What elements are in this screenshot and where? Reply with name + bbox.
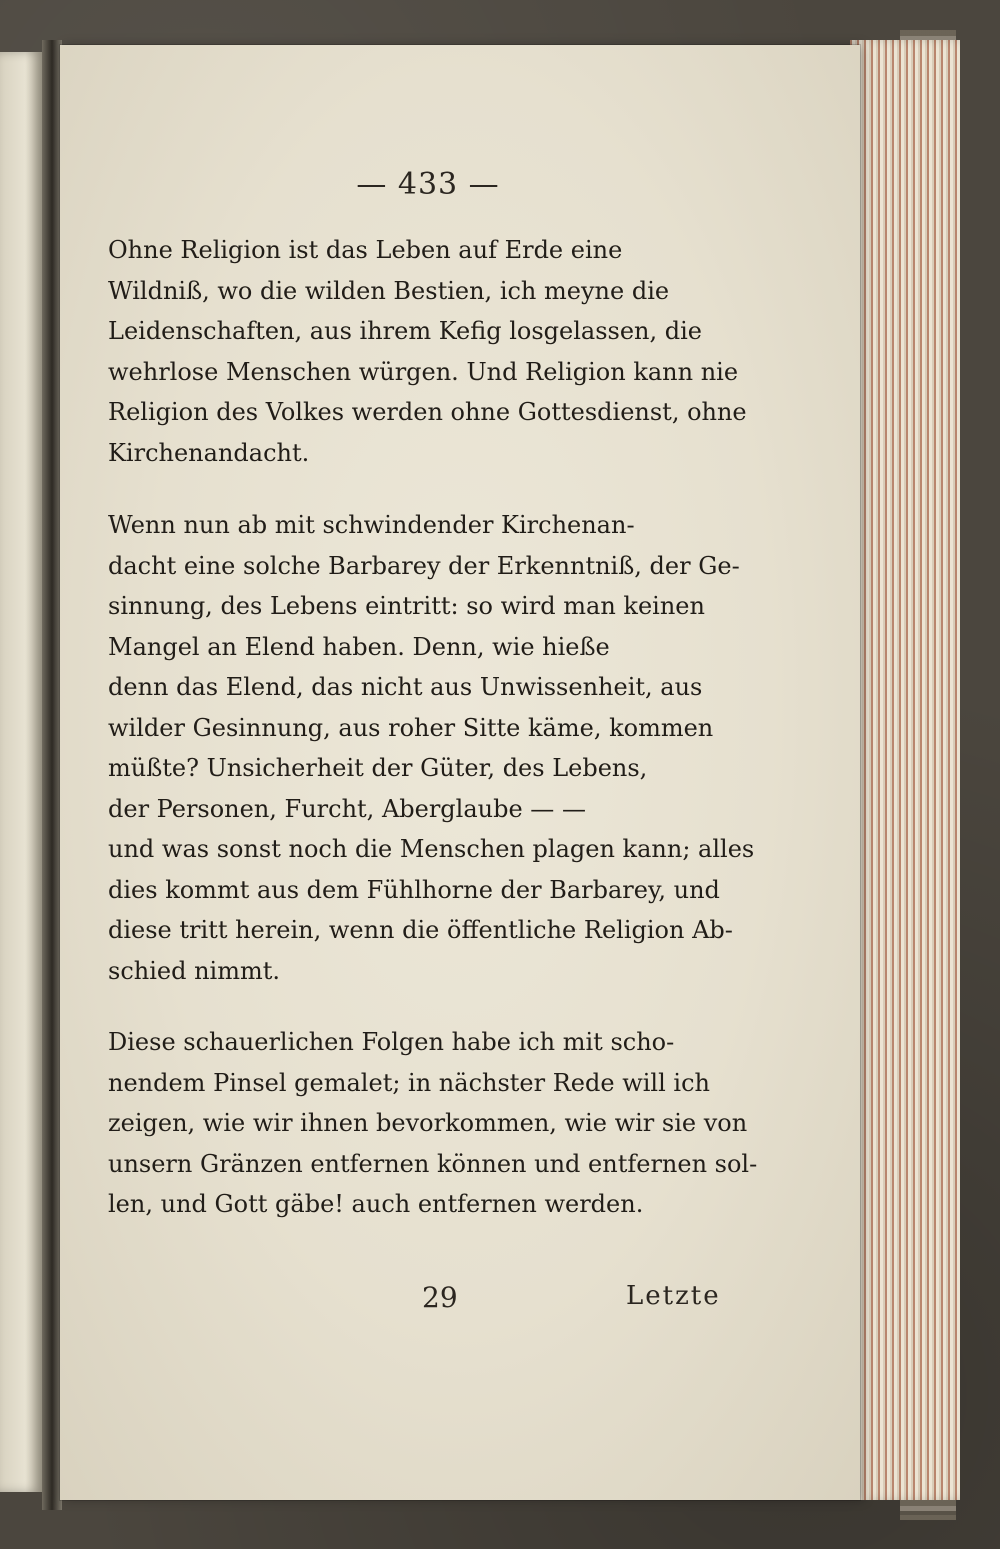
text-line: zeigen, wie wir ihnen bevorkommen, wie wir sie von — [108, 1109, 748, 1137]
text-line: dacht eine solche Barbarey der Erkenntniß, der Ge- — [108, 551, 740, 580]
text-line: Wenn nun ab mit schwindender Kirchenan- — [108, 511, 635, 539]
facing-page-edge — [0, 52, 42, 1492]
text-line: len, und Gott gäbe! auch entfernen werden. — [108, 1190, 644, 1218]
text-line: wilder Gesinnung, aus roher Sitte käme, kommen — [108, 713, 714, 742]
text-line: dies kommt aus dem Fühlhorne der Barbarey, und — [108, 875, 720, 904]
signature-mark: 29 — [422, 1281, 458, 1314]
book-page — [60, 45, 860, 1500]
text-line: Mangel an Elend haben. Denn, wie hieße — [108, 632, 610, 661]
text-line: Wildniß, wo die wilden Bestien, ich meyne die — [108, 276, 670, 305]
text-line: sinnung, des Lebens eintritt: so wird man keinen — [108, 592, 705, 620]
page-number: — 433 — — [356, 167, 500, 202]
paragraph-1 — [108, 230, 798, 473]
text-line: und was sonst noch die Menschen plagen kann; alles — [108, 835, 755, 863]
book-gutter — [42, 40, 62, 1510]
catchword: Letzte — [626, 1281, 721, 1311]
text-line: der Personen, Furcht, Aberglaube — — — [108, 794, 586, 823]
text-line: nendem Pinsel gemalet; in nächster Rede will ich — [108, 1068, 710, 1097]
page-stack-edge — [850, 40, 960, 1500]
text-line: Religion des Volkes werden ohne Gottesdienst, ohne — [108, 398, 747, 426]
text-line: denn das Elend, das nicht aus Unwissenheit, aus — [108, 673, 703, 701]
paragraph-2 — [108, 505, 798, 991]
text-line: schied nimmt. — [108, 956, 281, 985]
text-line: wehrlose Menschen würgen. Und Religion kann nie — [108, 357, 739, 386]
text-line: unsern Gränzen entfernen können und entfernen sol- — [108, 1149, 758, 1178]
text-line: Ohne Religion ist das Leben auf Erde eine — [108, 236, 623, 264]
paragraph-3 — [108, 1022, 798, 1225]
text-line: Diese schauerlichen Folgen habe ich mit scho- — [108, 1028, 675, 1056]
text-line: Leidenschaften, aus ihrem Kefig losgelassen, die — [108, 317, 702, 345]
text-line: müßte? Unsicherheit der Güter, des Lebens, — [108, 754, 648, 782]
text-line: diese tritt herein, wenn die öffentliche Religion Ab- — [108, 916, 733, 944]
text-line: Kirchenandacht. — [108, 438, 310, 467]
